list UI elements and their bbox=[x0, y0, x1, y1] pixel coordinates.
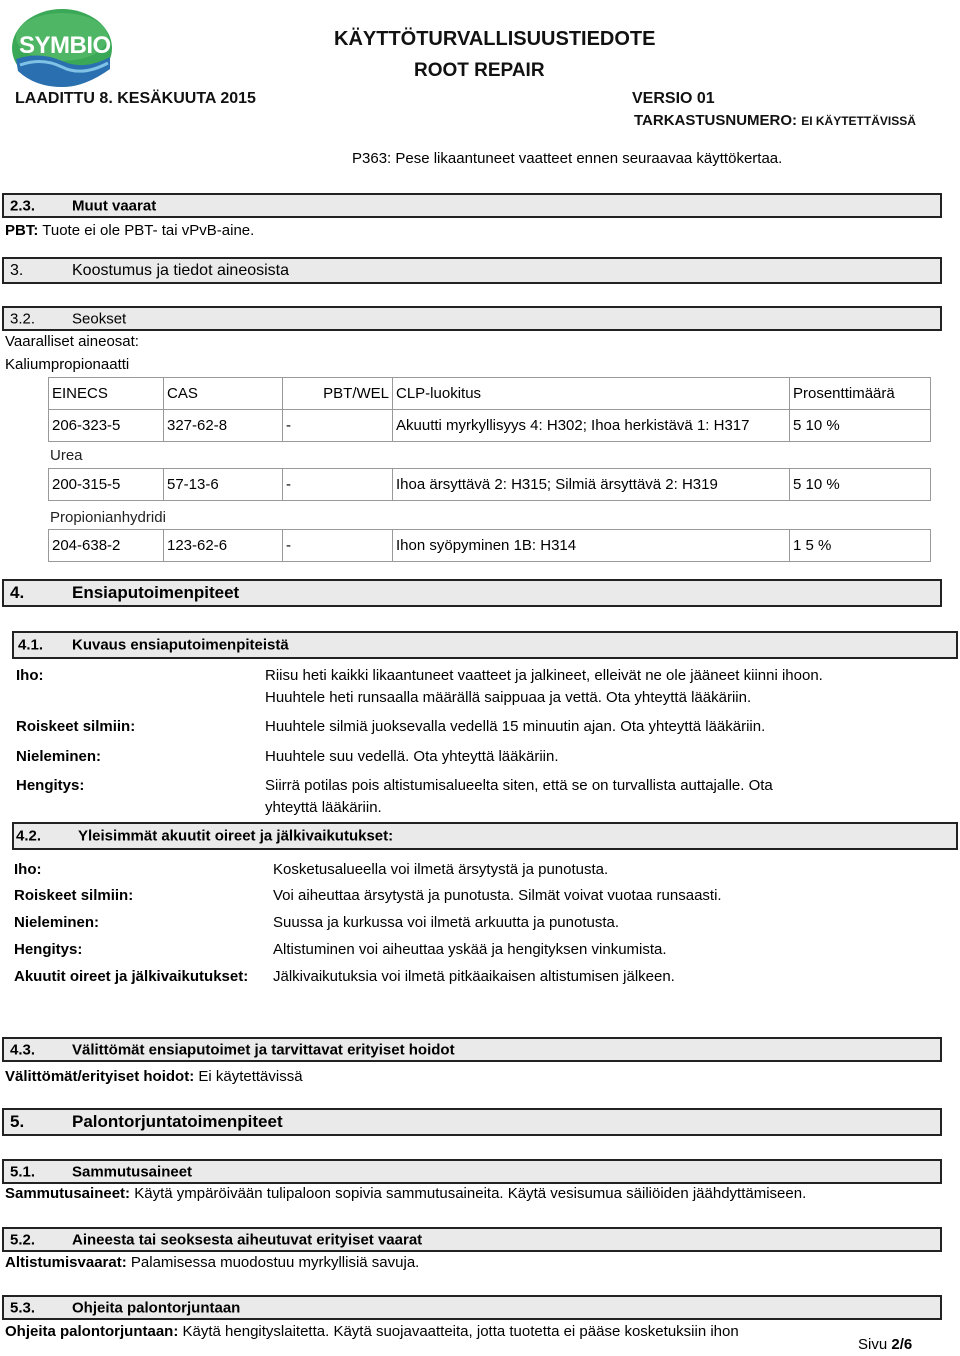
section-number: 5.2. bbox=[10, 1231, 36, 1248]
prepared-date: LAADITTU 8. KESÄKUUTA 2015 bbox=[15, 90, 256, 107]
section-title: Sammutusaineet bbox=[72, 1163, 193, 1180]
section-4-2-header bbox=[12, 822, 958, 850]
col-einecs: EINECS bbox=[49, 378, 164, 410]
table-row bbox=[49, 410, 931, 442]
pbt-statement bbox=[5, 222, 254, 239]
section-5-3-header bbox=[2, 1295, 942, 1320]
section-title: Ensiaputoimenpiteet bbox=[72, 583, 240, 602]
symptom-text-ingestion: Suussa ja kurkussa voi ilmetä arkuutta ja punotusta. bbox=[273, 914, 620, 931]
document-title: KÄYTTÖTURVALLISUUSTIEDOTE bbox=[334, 28, 656, 50]
firefighting-advice bbox=[5, 1323, 739, 1340]
table-row bbox=[49, 530, 931, 562]
section-3-2-header bbox=[2, 306, 942, 331]
table-header-row bbox=[49, 378, 931, 410]
version: VERSIO 01 bbox=[632, 90, 715, 107]
p-statement: P363: Pese likaantuneet vaatteet ennen seuraavaa käyttökertaa. bbox=[352, 150, 783, 167]
symptom-label-inhalation: Hengitys: bbox=[14, 941, 83, 958]
symptom-text-eyes: Voi aiheuttaa ärsytystä ja punotusta. Silmät voivat vuotaa runsaasti. bbox=[273, 887, 722, 904]
first-aid-text-skin-2: Huuhtele heti runsaalla määrällä saippuaa ja vettä. Ota yhteyttä lääkäriin. bbox=[265, 689, 752, 706]
section-number: 5.1. bbox=[10, 1163, 36, 1180]
immediate-treatment-label: Välittömät/erityiset hoidot: bbox=[5, 1068, 195, 1085]
symptom-label-delayed: Akuutit oireet ja jälkivaikutukset: bbox=[14, 968, 249, 985]
section-number: 4.1. bbox=[18, 636, 44, 654]
percent-cell: 5 10 % bbox=[790, 410, 931, 442]
first-aid-label-inhalation: Hengitys: bbox=[16, 777, 85, 794]
first-aid-text-inhalation-2: yhteyttä lääkäriin. bbox=[265, 799, 382, 816]
first-aid-text-skin: Riisu heti kaikki likaantuneet vaatteet ja jalkineet, elleivät ne ole jääneet kiinni ihoon. bbox=[265, 667, 823, 684]
extinguishing-media-text: Käytä ympäröivään tulipaloon sopivia sammutusaineita. Käytä vesisumua säiliöiden jäähdyttämiseen. bbox=[134, 1185, 807, 1202]
section-number: 3.2. bbox=[10, 310, 36, 327]
section-number: 5. bbox=[10, 1112, 25, 1131]
composition-table-row3 bbox=[48, 529, 931, 562]
exposure-hazards bbox=[5, 1254, 419, 1271]
symptom-text-inhalation: Altistuminen voi aiheuttaa yskää ja hengityksen vinkumista. bbox=[273, 941, 667, 958]
clp-cell: Ihon syöpyminen 1B: H314 bbox=[393, 530, 790, 562]
table-row bbox=[49, 469, 931, 501]
first-aid-label-ingestion: Nieleminen: bbox=[16, 748, 102, 765]
section-number: 2.3. bbox=[10, 197, 36, 214]
exposure-hazards-label: Altistumisvaarat: bbox=[5, 1254, 127, 1271]
page-number bbox=[858, 1336, 912, 1353]
section-number: 3. bbox=[10, 261, 24, 279]
section-5-2-header bbox=[2, 1227, 942, 1252]
substance-name: Kaliumpropionaatti bbox=[5, 356, 130, 373]
pbt-label: PBT: bbox=[5, 222, 39, 239]
immediate-treatment-text: Ei käytettävissä bbox=[198, 1068, 303, 1085]
einecs-cell: 200-315-5 bbox=[49, 469, 164, 501]
col-clp: CLP-luokitus bbox=[393, 378, 790, 410]
pbt-cell: - bbox=[283, 530, 393, 562]
section-number: 4.3. bbox=[10, 1041, 36, 1058]
substance-name: Propionianhydridi bbox=[50, 509, 166, 526]
first-aid-text-inhalation: Siirrä potilas pois altistumisalueelta siten, että se on turvallista auttajalle. Ota bbox=[265, 777, 773, 794]
extinguishing-media-label: Sammutusaineet: bbox=[5, 1185, 131, 1202]
section-title: Aineesta tai seoksesta aiheutuvat erityiset vaarat bbox=[72, 1231, 423, 1248]
einecs-cell: 206-323-5 bbox=[49, 410, 164, 442]
firefighting-advice-label: Ohjeita palontorjuntaan: bbox=[5, 1323, 179, 1340]
section-title: Välittömät ensiaputoimet ja tarvittavat erityiset hoidot bbox=[72, 1041, 455, 1058]
section-title: Muut vaarat bbox=[72, 197, 157, 214]
percent-cell: 1 5 % bbox=[790, 530, 931, 562]
symptom-label-ingestion: Nieleminen: bbox=[14, 914, 100, 931]
immediate-treatment bbox=[5, 1068, 303, 1085]
cas-cell: 57-13-6 bbox=[164, 469, 283, 501]
first-aid-text-eyes: Huuhtele silmiä juoksevalla vedellä 15 minuutin ajan. Ota yhteyttä lääkäriin. bbox=[265, 718, 766, 735]
first-aid-label-eyes: Roiskeet silmiin: bbox=[16, 718, 136, 735]
symptom-text-delayed: Jälkivaikutuksia voi ilmetä pitkäaikaisen altistumisen jälkeen. bbox=[273, 968, 675, 985]
substance-name: Urea bbox=[50, 447, 83, 464]
section-number: 4.2. bbox=[16, 827, 42, 845]
page-word: Sivu bbox=[858, 1336, 888, 1353]
cas-cell: 327-62-8 bbox=[164, 410, 283, 442]
section-title: Yleisimmät akuutit oireet ja jälkivaikutukset: bbox=[78, 827, 394, 845]
pbt-cell: - bbox=[283, 469, 393, 501]
firefighting-advice-text: Käytä hengityslaitetta. Käytä suojavaatteita, jotta tuotetta ei pääse kosketuksiin ihon bbox=[182, 1323, 739, 1340]
percent-cell: 5 10 % bbox=[790, 469, 931, 501]
hazardous-components-label: Vaaralliset aineosat: bbox=[5, 333, 139, 350]
section-3-header bbox=[2, 257, 942, 284]
extinguishing-media bbox=[5, 1185, 806, 1202]
page-value: 2/6 bbox=[891, 1336, 913, 1353]
section-number: 5.3. bbox=[10, 1299, 36, 1316]
section-5-1-header bbox=[2, 1159, 942, 1184]
einecs-cell: 204-638-2 bbox=[49, 530, 164, 562]
pbt-cell: - bbox=[283, 410, 393, 442]
section-4-1-header bbox=[12, 631, 958, 659]
section-title: Seokset bbox=[72, 310, 127, 327]
first-aid-text-ingestion: Huuhtele suu vedellä. Ota yhteyttä lääkäriin. bbox=[265, 748, 559, 765]
symbio-logo bbox=[10, 7, 115, 89]
cas-cell: 123-62-6 bbox=[164, 530, 283, 562]
symptom-label-eyes: Roiskeet silmiin: bbox=[14, 887, 134, 904]
section-title: Koostumus ja tiedot aineosista bbox=[72, 261, 290, 279]
revision-label: TARKASTUSNUMERO: bbox=[634, 112, 798, 129]
section-2-3-header bbox=[2, 193, 942, 218]
clp-cell: Ihoa ärsyttävä 2: H315; Silmiä ärsyttävä 2: H319 bbox=[393, 469, 790, 501]
section-title: Palontorjuntatoimenpiteet bbox=[72, 1112, 283, 1131]
section-title: Kuvaus ensiaputoimenpiteistä bbox=[72, 636, 289, 654]
revision-value: EI KÄYTETTÄVISSÄ bbox=[801, 114, 916, 128]
section-title: Ohjeita palontorjuntaan bbox=[72, 1299, 241, 1316]
pbt-text: Tuote ei ole PBT- tai vPvB-aine. bbox=[42, 222, 255, 239]
composition-table bbox=[48, 377, 931, 442]
revision bbox=[634, 112, 916, 129]
logo-text: SYMBIO bbox=[19, 32, 111, 59]
section-4-header bbox=[2, 579, 942, 607]
first-aid-label-skin: Iho: bbox=[16, 667, 44, 684]
clp-cell: Akuutti myrkyllisyys 4: H302; Ihoa herkistävä 1: H317 bbox=[393, 410, 790, 442]
symptom-text-skin: Kosketusalueella voi ilmetä ärsytystä ja punotusta. bbox=[273, 861, 609, 878]
section-number: 4. bbox=[10, 583, 25, 602]
symptom-label-skin: Iho: bbox=[14, 861, 42, 878]
section-5-header bbox=[2, 1108, 942, 1136]
section-4-3-header bbox=[2, 1037, 942, 1062]
col-cas: CAS bbox=[164, 378, 283, 410]
exposure-hazards-text: Palamisessa muodostuu myrkyllisiä savuja. bbox=[130, 1254, 420, 1271]
col-pbt: PBT/WEL bbox=[283, 378, 393, 410]
product-name: ROOT REPAIR bbox=[414, 60, 545, 81]
col-percent: Prosenttimäärä bbox=[790, 378, 931, 410]
composition-table-row2 bbox=[48, 468, 931, 501]
